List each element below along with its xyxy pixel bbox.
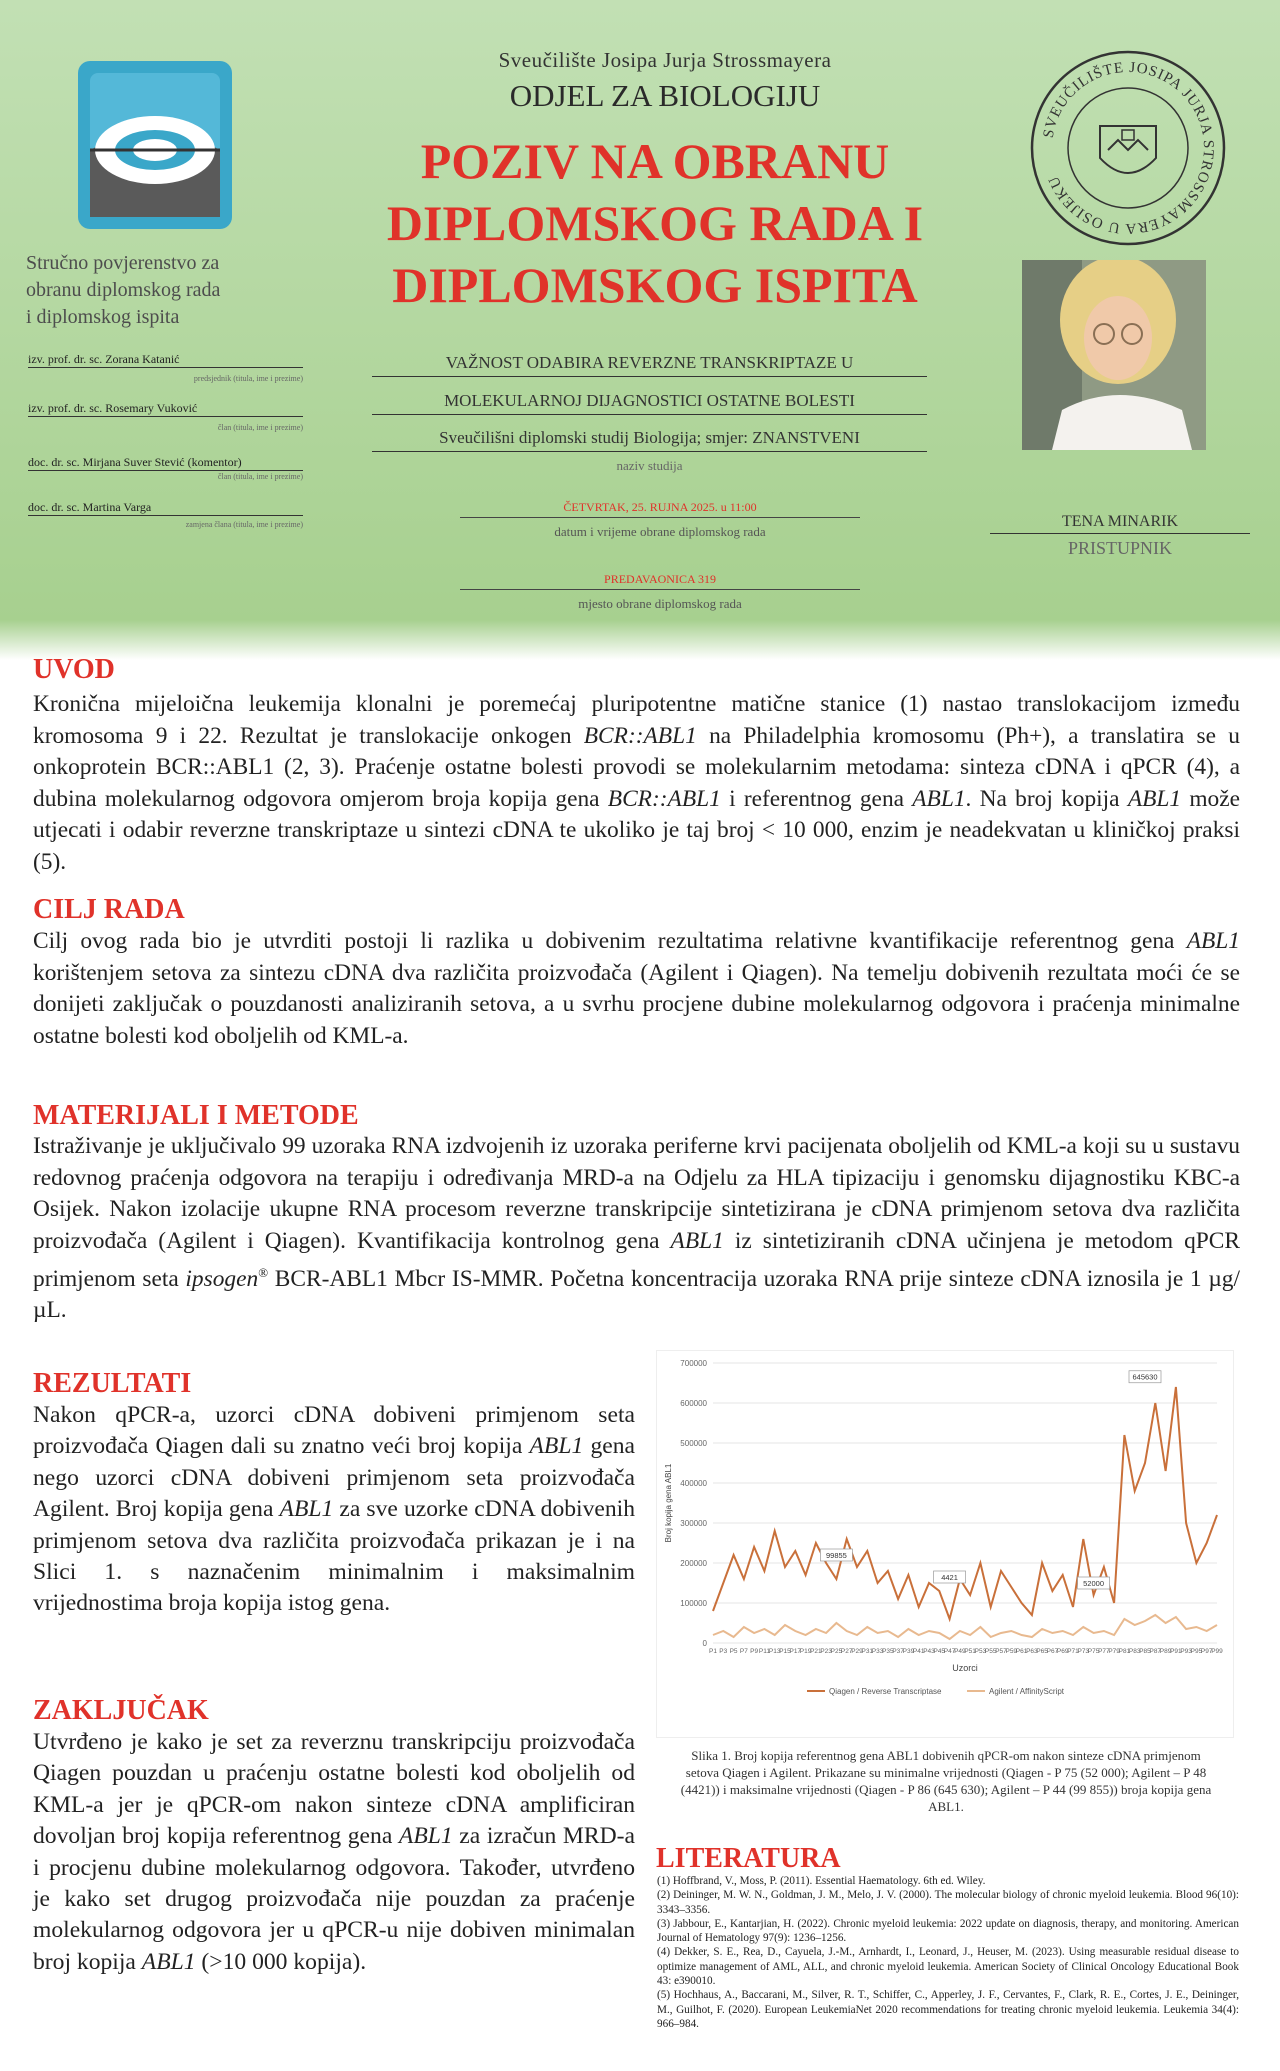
section-text-metode: Istraživanje je uključivalo 99 uzoraka RNA izdvojenih iz uzoraka periferne krvi pacijenata oboljelih od KML-a koji su u sustavu redovnog praćenja odgovora na terapiju i određivanja MRD-a na Odjelu za HLA tipizaciju i genomsku dijagnostiku KBC-a Osijek. Nakon izolacije ukupne RNA procesom reverzne transkripcije sintetizirana je cDNA primjenom setova dva različita proizvođača (Agilent i Qiagen). Kvantifikacija kontrolnog gena ABL1 iz sintetiziranih cDNA učinjena je metodom qPCR primjenom seta ipsogen® BCR-ABL1 Mbcr IS-MMR. Početna koncentracija uzoraka RNA prije sinteze cDNA iznosila je 1 µg/µL. xyxy=(33,1133,1240,1324)
seal-text: SVEUČILIŠTE JOSIPA JURJA STROSSMAYERA U OSIJEKU xyxy=(1040,59,1217,237)
data-label: 4421 xyxy=(941,1573,958,1582)
section-text-cilj: Cilj ovog rada bio je utvrditi postoji li razlika u dobivenim rezultatima relativne kvantifikacije referentnog gena ABL1 korištenjem setova za sintezu cDNA dva različita proizvođača (Agilent i Qiagen). Na temelju dobivenih rezultata moći će se donijeti zaključak o pouzdanosti analiziranih setova, a u svrhu procjene dubine molekularnog odgovora i praćenja minimalne ostatne bolesti kod oboljelih od KML-a. xyxy=(33,928,1240,1049)
x-tick-label: P3 xyxy=(719,1648,728,1655)
series-line-qiagen xyxy=(713,1387,1217,1619)
series-line-agilent xyxy=(713,1615,1217,1639)
chart-svg xyxy=(657,1351,1235,1739)
y-tick-label: 500000 xyxy=(680,1439,707,1448)
committee-member-name: doc. dr. sc. Mirjana Suver Stević (komentor) xyxy=(28,454,303,471)
thesis-title-line: VAŽNOST ODABIRA REVERZNE TRANSKRIPTAZE U xyxy=(372,350,927,377)
x-tick-label: P31 xyxy=(861,1648,874,1655)
x-tick-label: P55 xyxy=(984,1648,997,1655)
x-tick-label: P67 xyxy=(1046,1648,1059,1655)
committee-member-role: predsjednik (titula, ime i prezime) xyxy=(193,374,303,383)
defense-place: PREDAVAONICA 319 xyxy=(460,569,860,590)
department-name: ODJEL ZA BIOLOGIJU xyxy=(509,78,821,113)
legend-label: Agilent / AffinityScript xyxy=(989,1687,1064,1696)
defense-place-label: mjesto obrane diplomskog rada xyxy=(578,596,742,611)
x-tick-label: P59 xyxy=(1005,1648,1018,1655)
reference-item: (1) Hoffbrand, V., Moss, P. (2011). Essential Haematology. 6th ed. Wiley. xyxy=(657,1875,986,1887)
candidate-name: TENA MINARIK xyxy=(990,513,1250,534)
study-label: naziv studija xyxy=(616,458,683,473)
candidate-role: PRISTUPNIK xyxy=(1067,538,1173,558)
committee-member-role: član (titula, ime i prezime) xyxy=(217,423,303,432)
x-tick-label: P63 xyxy=(1026,1648,1038,1655)
committee-title-line: obranu diplomskog rada xyxy=(26,279,221,301)
x-tick-label: P29 xyxy=(851,1648,863,1655)
thesis-title-line: MOLEKULARNOJ DIJAGNOSTICI OSTATNE BOLESTI xyxy=(372,388,927,415)
references-list xyxy=(657,1874,1239,2031)
x-tick-label: P91 xyxy=(1170,1648,1182,1655)
x-tick-label: P95 xyxy=(1190,1648,1203,1655)
x-tick-label: P51 xyxy=(964,1648,976,1655)
x-tick-label: P45 xyxy=(933,1648,946,1655)
x-tick-label: P99 xyxy=(1211,1648,1223,1655)
reference-item: (2) Deininger, M. W. N., Goldman, J. M., Melo, J. V. (2000). The molecular biology of chronic myeloid leukemia. Blood 96(10): 3343–3356. xyxy=(657,1889,1239,1916)
x-tick-label: P73 xyxy=(1077,1648,1090,1655)
committee-title-line: i diplomskog ispita xyxy=(26,306,180,328)
x-tick-label: P35 xyxy=(882,1648,894,1655)
x-tick-label: P93 xyxy=(1180,1648,1192,1655)
poster-title-line: POZIV NA OBRANU xyxy=(420,133,890,189)
x-tick-label: P17 xyxy=(789,1648,802,1655)
x-tick-label: P77 xyxy=(1098,1648,1110,1655)
study-name: Sveučilišni diplomski studij Biologija; smjer: ZNANSTVENI xyxy=(372,425,927,452)
x-tick-label: P89 xyxy=(1159,1648,1172,1655)
x-tick-label: P41 xyxy=(912,1648,925,1655)
x-tick-label: P21 xyxy=(810,1648,822,1655)
x-tick-label: P33 xyxy=(871,1648,884,1655)
x-tick-label: P87 xyxy=(1149,1648,1162,1655)
x-tick-label: P49 xyxy=(954,1648,966,1655)
section-title-literatura: LITERATURA xyxy=(656,1843,841,1874)
section-title-zakljucak: ZAKLJUČAK xyxy=(33,1695,209,1726)
x-tick-label: P13 xyxy=(768,1648,781,1655)
defense-datetime-label: datum i vrijeme obrane diplomskog rada xyxy=(554,524,766,539)
poster-title xyxy=(300,130,1010,316)
x-tick-label: P1 xyxy=(709,1648,717,1655)
committee-member-role: zamjena člana (titula, ime i prezime) xyxy=(185,520,303,529)
committee-title xyxy=(26,250,276,331)
y-tick-label: 300000 xyxy=(680,1519,707,1528)
poster-header xyxy=(0,0,1280,640)
x-tick-label: P7 xyxy=(739,1648,748,1655)
data-label: 645630 xyxy=(1132,1372,1158,1382)
committee-member-name: doc. dr. sc. Martina Varga xyxy=(28,499,303,516)
committee-member-name: izv. prof. dr. sc. Rosemary Vuković xyxy=(28,400,303,417)
x-tick-label: P75 xyxy=(1087,1648,1100,1655)
data-label: 99855 xyxy=(825,1551,847,1560)
x-tick-label: P69 xyxy=(1056,1648,1069,1655)
department-logo-icon xyxy=(70,55,240,235)
reference-item: (5) Hochhaus, A., Baccarani, M., Silver, R. T., Schiffer, C., Apperley, J. F., Cervantes, F., Clark, R. E., Cortes, J. E., Deininger, M., Guilhot, F. (2020). European LeukemiaNet 2020 recommendations for treating chronic myeloid leukemia. Leukemia 34(4): 966–984. xyxy=(657,1989,1239,2030)
section-title-uvod: UVOD xyxy=(33,654,115,685)
x-tick-label: P83 xyxy=(1128,1648,1141,1655)
section-text-zakljucak: Utvrđeno je kako je set za reverznu transkripciju proizvođača Qiagen pouzdan u praćenju ostatne bolesti kod oboljelih od KML-a jer je qPCR-om nakon sinteze cDNA amplificiran dovoljan broj kopija referentnog gena ABL1 za izračun MRD-a i procjenu dubine molekularnog odgovora. Također, utvrđeno je kako set drugog proizvođača nije pouzdan za praćenje molekularnog odgovora jer u qPCR-u nije dobiven minimalan broj kopija ABL1 (>10 000 kopija). xyxy=(33,1729,635,1975)
x-tick-label: P81 xyxy=(1118,1648,1131,1655)
section-text-rezultati: Nakon qPCR-a, uzorci cDNA dobiveni primjenom seta proizvođača Qiagen dali su znatno veći broj kopija ABL1 gena nego uzorci cDNA dobiveni primjenom seta proizvođača Agilent. Broj kopija gena ABL1 za sve uzorke cDNA dobivenih primjenom setova dva različita proizvođača prikazan je i na Slici 1. s naznačenim minimalnim i maksimalnim vrijednostima broja kopija istog gena. xyxy=(33,1402,636,1617)
section-title-rezultati: REZULTATI xyxy=(33,1368,192,1399)
committee-member-name: izv. prof. dr. sc. Zorana Katanić xyxy=(28,351,303,368)
x-tick-label: P9 xyxy=(750,1648,759,1655)
x-tick-label: P37 xyxy=(892,1648,904,1655)
x-tick-label: P19 xyxy=(799,1648,812,1655)
x-tick-label: P97 xyxy=(1200,1648,1213,1655)
x-tick-label: P25 xyxy=(830,1648,843,1655)
x-tick-label: P39 xyxy=(902,1648,915,1655)
poster-title-line: DIPLOMSKOG ISPITA xyxy=(392,257,918,313)
abl1-copies-chart xyxy=(656,1350,1234,1738)
x-tick-label: P47 xyxy=(943,1648,956,1655)
y-tick-label: 0 xyxy=(702,1639,707,1648)
committee-title-line: Stručno povjerenstvo za xyxy=(26,252,220,274)
reference-item: (4) Dekker, S. E., Rea, D., Cayuela, J.-M., Arnhardt, I., Leonard, J., Heuser, M. (2023). Using measurable residual disease to optimize management of AML, ALL, and chronic myeloid leukemia. American Society of Clinical Oncology Educational Book 43: e390010. xyxy=(657,1946,1239,1988)
university-seal-icon xyxy=(1028,48,1228,248)
x-tick-label: P11 xyxy=(758,1648,770,1655)
candidate-photo xyxy=(1022,260,1206,450)
legend-label: Qiagen / Reverse Transcriptase xyxy=(829,1687,942,1696)
candidate-photo-image xyxy=(1022,260,1206,450)
section-title-cilj: CILJ RADA xyxy=(33,894,185,925)
section-text-uvod: Kronična mijeloična leukemija klonalni je poremećaj pluripotentne matične stanice (1) nastao translokacijom između kromosoma 9 i 22. Rezultat je translokacije onkogen BCR::ABL1 na Philadelphia kromosomu (Ph+), a translatira se u onkoprotein BCR::ABL1 (2, 3). Praćenje ostatne bolesti provodi se molekularnim metodama: sinteza cDNA i qPCR (4), a dubina molekularnog odgovora omjerom broja kopija gena BCR::ABL1 i referentnog gena ABL1. Na broj kopija ABL1 može utjecati i odabir reverzne transkriptaze u sintezi cDNA te ukoliko je taj broj < 10 000, enzim je neadekvatan u kliničkoj praksi (5). xyxy=(33,691,1240,875)
y-axis-label: Broj kopija gena ABL1 xyxy=(664,1463,673,1543)
committee-member-role: član (titula, ime i prezime) xyxy=(217,472,303,481)
defense-datetime: ČETVRTAK, 25. RUJNA 2025. u 11:00 xyxy=(460,497,860,518)
x-axis-label: Uzorci xyxy=(952,1663,978,1673)
y-tick-label: 400000 xyxy=(680,1479,707,1488)
university-name: Sveučilište Josipa Jurja Strossmayera xyxy=(498,48,832,72)
x-tick-label: P23 xyxy=(820,1648,832,1655)
y-tick-label: 100000 xyxy=(680,1599,707,1608)
poster-title-line: DIPLOMSKOG RADA I xyxy=(386,195,924,251)
section-title-metode: MATERIJALI I METODE xyxy=(33,1100,359,1131)
x-tick-label: P5 xyxy=(729,1648,738,1655)
x-tick-label: P57 xyxy=(995,1648,1007,1655)
x-tick-label: P15 xyxy=(779,1648,791,1655)
x-tick-label: P53 xyxy=(974,1648,987,1655)
x-tick-label: P61 xyxy=(1015,1648,1028,1655)
y-tick-label: 700000 xyxy=(680,1359,707,1368)
x-tick-label: P27 xyxy=(840,1648,853,1655)
y-tick-label: 200000 xyxy=(680,1559,707,1568)
y-tick-label: 600000 xyxy=(680,1399,707,1408)
reference-item: (3) Jabbour, E., Kantarjian, H. (2022). Chronic myeloid leukemia: 2022 update on diagnosis, therapy, and monitoring. American Journal of Hematology 97(9): 1236–1256. xyxy=(657,1917,1239,1945)
x-tick-label: P71 xyxy=(1067,1648,1079,1655)
x-tick-label: P85 xyxy=(1139,1648,1151,1655)
x-tick-label: P79 xyxy=(1108,1648,1120,1655)
x-tick-label: P65 xyxy=(1036,1648,1048,1655)
data-label: 52000 xyxy=(1083,1579,1105,1588)
x-tick-label: P43 xyxy=(923,1648,935,1655)
figure-caption: Slika 1. Broj kopija referentnog gena ABL1 dobivenih qPCR-om nakon sinteze cDNA primjenom setova Qiagen i Agilent. Prikazane su minimalne vrijednosti (Qiagen - P 75 (52 000); Agilent – P 48 (4421)) i maksimalne vrijednosti (Qiagen - P 86 (645 630); Agilent – P 44 (99 855)) broja kopija gena ABL1. xyxy=(680,1748,1212,1814)
